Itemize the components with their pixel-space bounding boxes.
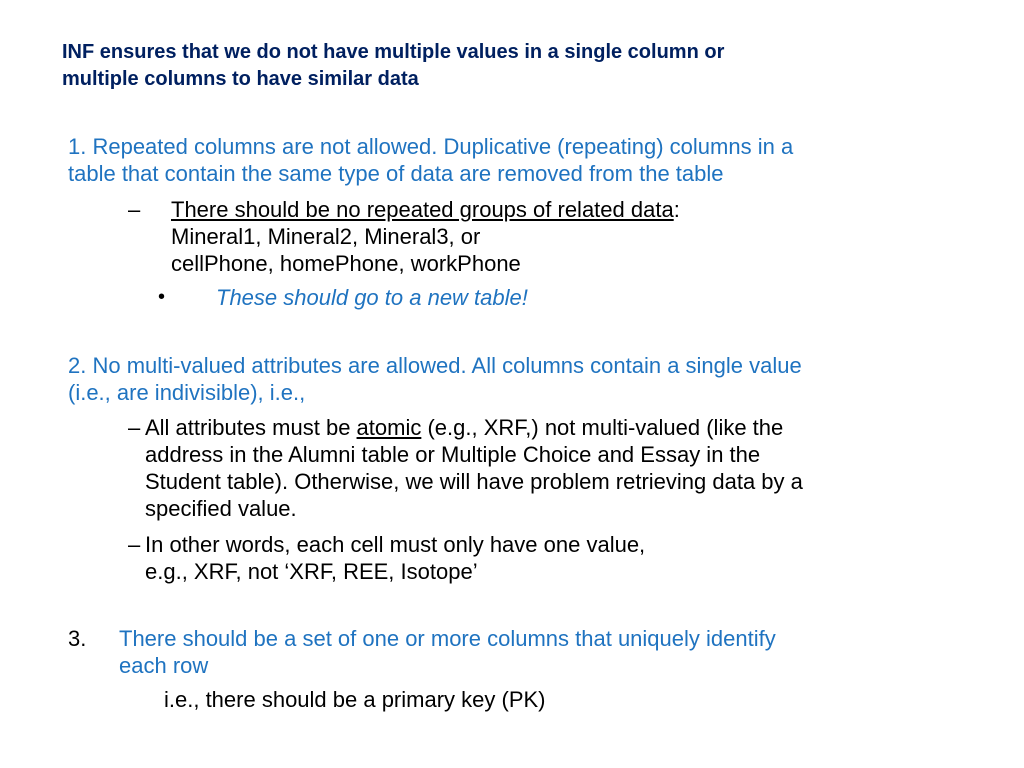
rule-1-line-2: table that contain the same type of data are removed from the table [68, 161, 724, 186]
rule-2-line-1: 2. No multi-valued attributes are allowed. All columns contain a single value [68, 353, 802, 378]
rule-1-sub-line-1 [171, 196, 680, 223]
rule-2-sub-1-line-2: address in the Alumni table or Multiple Choice and Essay in the [145, 442, 761, 467]
rule-2-sub-1 [145, 414, 803, 522]
rule-2-sub-1-marker: – [128, 415, 141, 440]
rule-1-sub-line-2: Mineral1, Mineral2, Mineral3, or [171, 224, 481, 249]
rule-3-line-2: each row [119, 653, 209, 678]
rule-2-line-2: (i.e., are indivisible), i.e., [68, 380, 306, 405]
rule-2-sub-2 [145, 531, 645, 585]
rule-1-sub-underlined: There should be no repeated groups of related data [171, 197, 674, 222]
rule-3 [119, 625, 776, 679]
rule-3-note-text: i.e., there should be a primary key (PK) [164, 687, 546, 712]
rule-3-number: 3. [68, 626, 87, 651]
rule-2-sub-1-line-1 [145, 414, 803, 441]
rule-2-sub-1-rest: (e.g., XRF,) not multi-valued (like the [421, 415, 784, 440]
rule-1 [68, 133, 793, 187]
slide-title-line-2: multiple columns to have similar data [62, 68, 419, 90]
rule-2 [68, 352, 802, 406]
rule-2-sub-1-line-3: Student table). Otherwise, we will have problem retrieving data by a [145, 469, 803, 494]
slide-title [62, 39, 962, 93]
rule-1-subsub-text: These should go to a new table! [216, 285, 528, 310]
rule-1-subsub-item [216, 284, 528, 311]
rule-2-sub-2-marker: – [128, 532, 141, 557]
rule-2-sub-1-underlined: atomic [356, 415, 422, 440]
rule-2-sub-2-line-2: e.g., XRF, not ‘XRF, REE, Isotope’ [145, 559, 478, 584]
rule-1-sub-item [171, 196, 680, 277]
rule-1-sub-line-3: cellPhone, homePhone, workPhone [171, 251, 521, 276]
rule-2-sub-1-prefix: All attributes must be [145, 415, 357, 440]
rule-2-sub-2-line-1: In other words, each cell must only have one value, [145, 532, 646, 557]
rule-1-sub-suffix: : [673, 197, 680, 222]
rule-1-subsub-bullet: • [158, 286, 166, 308]
rule-1-line-1: 1. Repeated columns are not allowed. Duplicative (repeating) columns in a [68, 134, 794, 159]
rule-1-sub-marker: – [128, 197, 141, 222]
rule-3-note [164, 686, 546, 713]
rule-2-sub-1-line-4: specified value. [145, 496, 297, 521]
slide-title-line-1: INF ensures that we do not have multiple values in a single column or [62, 41, 725, 63]
rule-3-line-1: There should be a set of one or more columns that uniquely identify [119, 626, 776, 651]
